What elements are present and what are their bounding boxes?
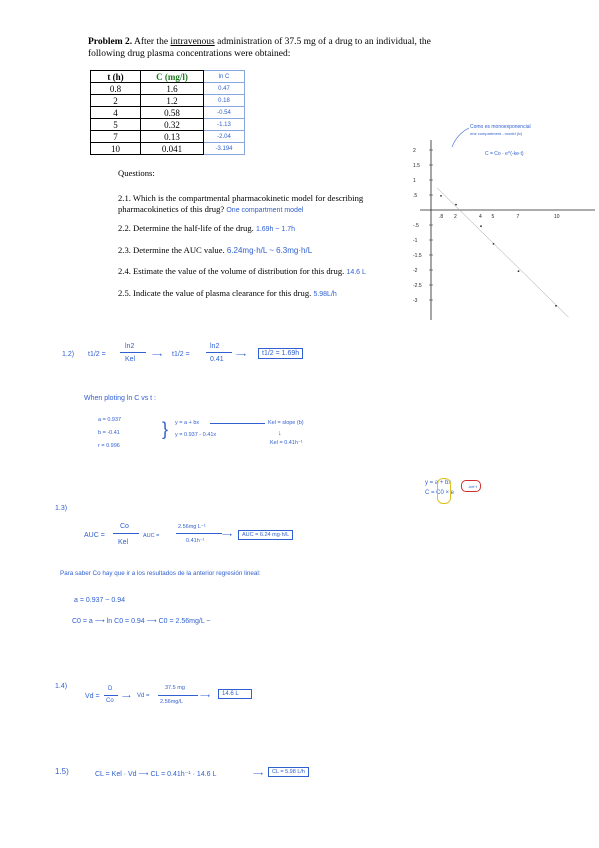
- lnc-vs-t-plot: [395, 120, 595, 320]
- note-equation: C = Co · e^(-ke·t): [485, 151, 524, 157]
- table-cell: 1.6: [141, 83, 204, 95]
- auc-num: Co: [120, 523, 129, 530]
- x-tick-label: 4: [479, 214, 482, 220]
- data-point: [480, 225, 482, 227]
- section-1-4-label: 1.4): [55, 683, 68, 690]
- table-header: ln C: [204, 71, 245, 83]
- x-tick-label: 2: [454, 214, 457, 220]
- data-point: [555, 305, 557, 307]
- table-cell: 0.041: [141, 143, 204, 155]
- half-life-den: Kel: [125, 356, 136, 363]
- vd-den: Co: [106, 698, 114, 704]
- side-exponential-eq: C = C0 × e: [425, 490, 455, 496]
- when-plotting-text: When ploting ln C vs t :: [84, 395, 156, 402]
- regression-b: b = -0.41: [98, 430, 120, 436]
- x-tick-group: [439, 214, 560, 220]
- problem-text-before: After the: [134, 37, 169, 47]
- fraction-bar: [104, 695, 118, 696]
- half-life-eq2-den: 0.41: [210, 356, 224, 363]
- table-cell: 0.47: [204, 83, 245, 95]
- regression-eq-general: y = a + bx: [175, 420, 200, 426]
- table-row: [91, 107, 245, 119]
- y-tick-label: -2.5: [413, 283, 422, 289]
- brace-icon: }: [162, 419, 169, 439]
- y-tick-label: -1: [413, 238, 418, 244]
- c0-note: Para saber Co hay que ir a los resultados de la anterior regresión lineal:: [60, 570, 261, 577]
- table-cell: -2.04: [204, 131, 245, 143]
- x-tick-label: 10: [554, 214, 560, 220]
- table-row: [91, 119, 245, 131]
- question-text: 2.2. Determine the half-life of the drug.: [118, 223, 254, 233]
- problem-label: Problem 2.: [88, 37, 133, 47]
- question-item: [118, 193, 418, 216]
- half-life-eq2-num: ln2: [210, 343, 220, 350]
- x-tick-label: .8: [439, 214, 444, 220]
- auc-num2: 2.56mg L⁻¹: [178, 524, 206, 530]
- questions-block: [118, 168, 418, 300]
- vd-den2: 2.56mg/L: [160, 699, 183, 705]
- question-text: 2.4. Estimate the value of the volume of distribution for this drug.: [118, 266, 345, 276]
- questions-title: Questions:: [118, 168, 155, 178]
- y-tick-label: 2: [413, 148, 416, 154]
- question-answer: 6.24mg·h/L ~ 6.3mg·h/L: [226, 246, 313, 255]
- table-cell: 7: [91, 131, 141, 143]
- y-tick-label: -2: [413, 268, 418, 274]
- arrow-line: [210, 423, 265, 424]
- y-tick-label: -3: [413, 298, 418, 304]
- table-cell: 0.32: [141, 119, 204, 131]
- auc-den: Kel: [118, 539, 129, 546]
- auc-result: AUC = 6.24 mg·h/L: [238, 530, 293, 540]
- problem-route: intravenous: [170, 37, 215, 47]
- fraction-bar: [176, 533, 222, 534]
- regression-r: r = 0.996: [98, 443, 120, 449]
- auc-den2: 0.41h⁻¹: [186, 538, 205, 544]
- table-cell: 10: [91, 143, 141, 155]
- x-tick-label: 5: [491, 214, 495, 220]
- side-exponent: -kel·t: [468, 484, 477, 489]
- question-item: [118, 288, 418, 300]
- regression-a: a = 0.937: [98, 417, 122, 423]
- table-header-row: [91, 71, 245, 83]
- fraction-bar: [206, 352, 232, 353]
- table-row: [91, 83, 245, 95]
- arrow-icon: ⟶: [152, 352, 163, 359]
- arrow-icon: ⟶: [200, 693, 211, 700]
- table-row: [91, 95, 245, 107]
- table-row: [91, 131, 245, 143]
- data-point: [440, 195, 442, 197]
- note-monoexponential: Como es monoexponencial: [470, 124, 531, 130]
- table-cell: 0.58: [141, 107, 204, 119]
- question-answer: 1.69h ~ 1.7h: [255, 226, 296, 233]
- vd-mid: Vd =: [137, 693, 150, 699]
- problem-statement: [88, 36, 448, 60]
- side-regression-eq: y = a + bx: [425, 480, 452, 486]
- table-header: t (h): [91, 71, 141, 83]
- kel-value: Kel = 0.41h⁻¹: [270, 440, 303, 446]
- fraction-bar: [113, 533, 139, 534]
- arrow-icon: ⟶: [253, 771, 264, 778]
- arrow-icon: ⟶: [122, 694, 131, 700]
- cl-derivation: CL = Kel · Vd ⟶ CL = 0.41h⁻¹ · 14.6 L: [95, 771, 217, 778]
- table-cell: -0.54: [204, 107, 245, 119]
- regression-eq-fitted: y = 0.937 - 0.41x: [175, 432, 217, 438]
- data-point: [518, 270, 520, 272]
- y-tick-group: [413, 148, 433, 304]
- y-tick-label: .5: [413, 193, 418, 199]
- table-cell: 2: [91, 95, 141, 107]
- data-points: [440, 195, 557, 307]
- section-1-5-label: 1.5): [55, 767, 69, 776]
- section-1-2-label: 1.2): [62, 351, 75, 358]
- section-1-3-label: 1.3): [55, 505, 68, 512]
- table-cell: 4: [91, 107, 141, 119]
- arrow-icon: ⟶: [236, 352, 247, 359]
- data-point: [455, 204, 457, 206]
- table-cell: 0.13: [141, 131, 204, 143]
- regression-line: [437, 188, 568, 317]
- table-cell: -1.13: [204, 119, 245, 131]
- y-tick-label: -1.5: [413, 253, 422, 259]
- problem-text-after: administration of 37.5 mg of a drug to an individual, the following drug plasma concentrations were obtained:: [88, 37, 431, 59]
- question-answer: 14.6 L: [346, 269, 366, 276]
- vd-num: D: [108, 686, 113, 692]
- table-cell: 0.18: [204, 95, 245, 107]
- fraction-bar: [120, 352, 146, 353]
- question-answer: 5.98L/h: [313, 291, 337, 298]
- table-cell: 1.2: [141, 95, 204, 107]
- highlight-circle: [437, 478, 451, 504]
- half-life-eq-lhs: t1/2 =: [88, 351, 106, 358]
- table-cell: 5: [91, 119, 141, 131]
- note-one-compartment: one compartment - model (iv): [470, 131, 523, 136]
- highlight-circle: [461, 480, 481, 492]
- down-arrow-icon: ↓: [278, 430, 282, 437]
- note-arrow: [452, 128, 469, 147]
- arrow-icon: ⟶: [222, 532, 233, 539]
- question-text: 2.5. Indicate the value of plasma clearance for this drug.: [118, 288, 312, 298]
- cl-result: CL = 5.98 L/h: [268, 767, 309, 777]
- question-item: [118, 245, 418, 256]
- table-header: C (mg/l): [141, 71, 204, 83]
- half-life-eq2-lhs: t1/2 =: [172, 351, 190, 358]
- auc-lhs: AUC =: [84, 532, 105, 539]
- x-tick-label: 7: [516, 214, 520, 220]
- question-item: [118, 266, 418, 278]
- question-item: [118, 223, 418, 235]
- vd-num2: 37.5 mg: [165, 685, 185, 691]
- table-row: [91, 143, 245, 155]
- concentration-table: [90, 70, 245, 155]
- c0-derivation: C0 = a ⟶ ln C0 = 0.94 ⟶ C0 = 2.56mg/L ~: [72, 618, 211, 625]
- fraction-bar: [158, 695, 198, 696]
- a-value: a = 0.937 ~ 0.94: [74, 597, 125, 604]
- question-text: 2.1. Which is the compartmental pharmacokinetic model for describing pharmacokinetics of this drug?: [118, 193, 364, 214]
- vd-result: 14.6 L: [218, 689, 252, 699]
- y-tick-label: 1: [413, 178, 416, 184]
- half-life-num: ln2: [125, 343, 135, 350]
- table-cell: 0.8: [91, 83, 141, 95]
- kel-slope: Kel = slope (b): [268, 420, 304, 426]
- auc-mid: AUC =: [143, 533, 160, 539]
- table-cell: -3.194: [204, 143, 245, 155]
- data-point: [493, 243, 495, 245]
- question-text: 2.3. Determine the AUC value.: [118, 245, 225, 255]
- vd-lhs: Vd =: [85, 693, 100, 700]
- question-answer: One compartment model: [226, 207, 304, 214]
- y-tick-label: 1.5: [413, 163, 420, 169]
- y-tick-label: -.5: [413, 223, 419, 229]
- half-life-result: t1/2 = 1.69h: [258, 348, 303, 359]
